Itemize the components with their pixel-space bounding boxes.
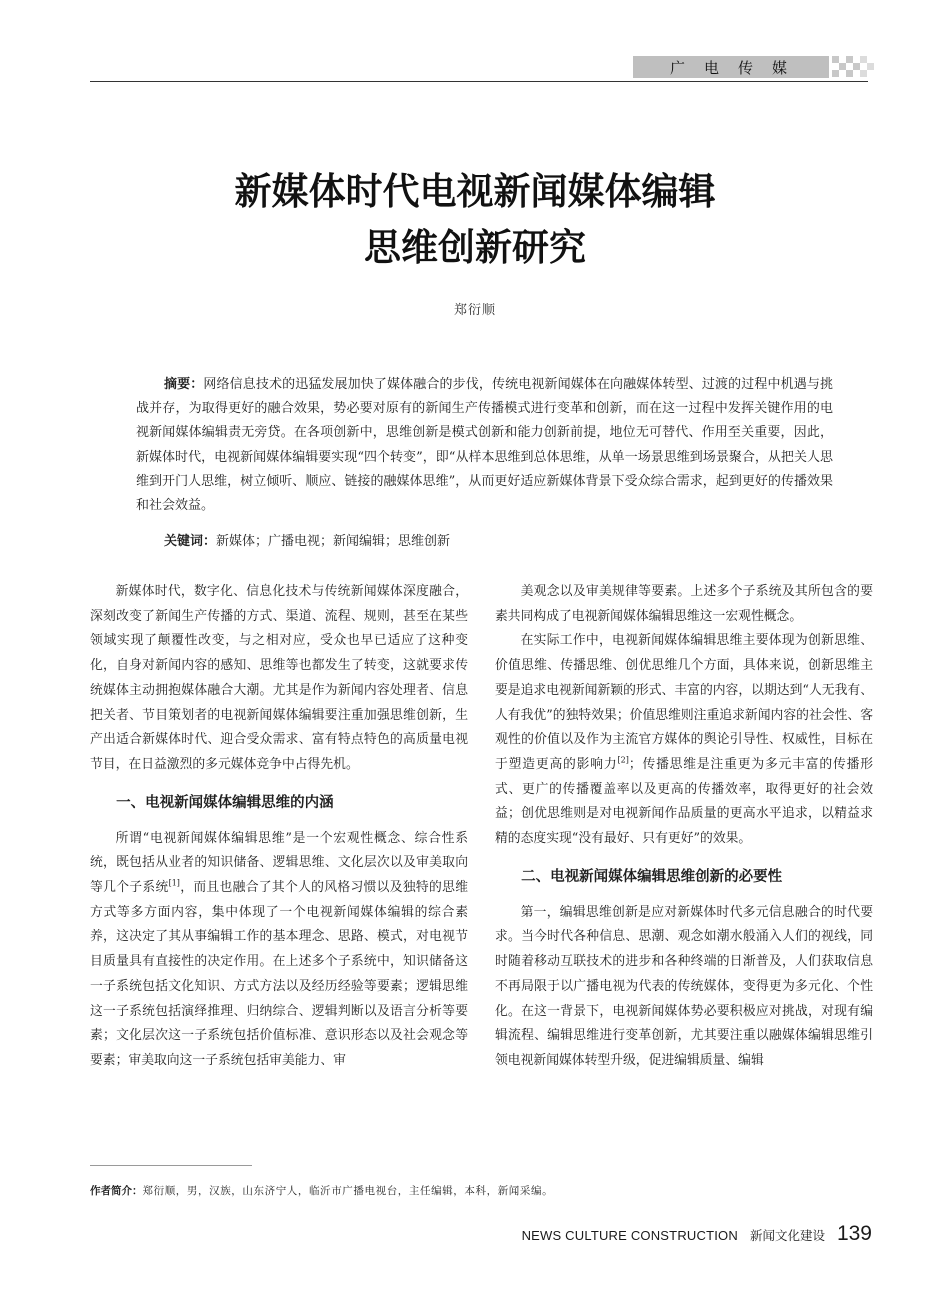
- body-paragraph: [495, 629, 873, 851]
- title-line-1: 新媒体时代电视新闻媒体编辑: [234, 170, 716, 213]
- paragraph-text: 所谓“电视新闻媒体编辑思维”是一个宏观性概念、综合性系统，既包括从业者的知识储备、逻辑思维、文化层次以及审美取向等几个子系统: [90, 830, 468, 896]
- footnote-rule: [90, 1165, 252, 1166]
- body-paragraph: 新媒体时代，数字化、信息化技术与传统新闻媒体深度融合，深刻改变了新闻生产传播的方式、渠道、流程、规则，甚至在某些领域实现了颠覆性改变，与之相对应，受众也早已适应了这种变化，自身对新闻内容的感知、思维等也都发生了转变，这就要求传统媒体主动拥抱媒体融合大潮。尤其是作为新闻内容处理者、信息把关者、节目策划者的电视新闻媒体编辑要注重加强思维创新，生产出适合新媒体时代、迎合受众需求、富有特点特色的高质量电视节目，在日益激烈的多元媒体竞争中占得先机。: [90, 584, 468, 772]
- keywords-text: 新媒体；广播电视；新闻编辑；思维创新: [216, 534, 451, 549]
- section-heading-1: 一、电视新闻媒体编辑思维的内涵: [116, 794, 334, 811]
- keywords: [164, 530, 450, 549]
- keywords-label: 关键词：: [164, 534, 217, 549]
- body-column-right: [495, 580, 873, 1074]
- citation-mark: [2]: [617, 755, 629, 765]
- abstract-text: 网络信息技术的迅猛发展加快了媒体融合的步伐，传统电视新闻媒体在向融媒体转型、过渡的过程中机遇与挑战并存，为取得更好的融合效果，势必要对原有的新闻生产传播模式进行变革和创新，而在这一过程中发挥关键作用的电视新闻媒体编辑责无旁贷。在各项创新中，思维创新是模式创新和能力创新前提，地位无可替代、作用至关重要，因此，新媒体时代，电视新闻媒体编辑要实现“四个转变”，即“从样本思维到总体思维，从单一场景思维到场景聚合，从把关人思维到开门人思维，树立倾听、顺应、链接的融媒体思维”，从而更好适应新媒体背景下受众综合需求，起到更好的传播效果和社会效益。: [136, 377, 833, 514]
- abstract: [136, 373, 833, 518]
- checker-ornament: [832, 56, 874, 78]
- article-author: 郑衍顺: [453, 303, 496, 318]
- author-footnote: [90, 1183, 553, 1198]
- section-heading-2: 二、电视新闻媒体编辑思维创新的必要性: [521, 868, 783, 885]
- header-rule: [90, 81, 868, 82]
- title-line-2: 思维创新研究: [364, 226, 586, 269]
- body-column-left: [90, 580, 468, 1074]
- paragraph-text: ；传播思维是注重更为多元丰富的传播形式、更广的传播覆盖率以及更高的传播效率，取得更好的社会效益；创优思维则是对电视新闻作品质量的更高水平追求，以精益求精的态度实现“没有最好、只有更好”的效果。: [495, 756, 874, 847]
- journal-name-cn: 新闻文化建设: [749, 1228, 825, 1243]
- citation-mark: [1]: [168, 878, 180, 888]
- page-number: 139: [836, 1222, 872, 1245]
- section-label: 广电传媒: [633, 56, 829, 78]
- footnote-text: 郑衍顺，男，汉族，山东济宁人，临沂市广播电视台，主任编辑，本科，新闻采编。: [142, 1185, 554, 1197]
- body-paragraph: [90, 827, 468, 1074]
- paragraph-text: ，而且也融合了其个人的风格习惯以及独特的思维方式等多方面内容，集中体现了一个电视新闻媒体编辑的综合素养，这决定了其从事编辑工作的基本理念、思路、模式，对电视节目质量具有直接性的决定作用。在上述多个子系统中，知识储备这一子系统包括文化知识、方式方法以及经历经验等要素；逻辑思维这一子系统包括演绎推理、归纳综合、逻辑判断以及语言分析等要素；文化层次这一子系统包括价值标准、意识形态以及社会观念等要素；审美取向这一子系统包括审美能力、审: [90, 880, 469, 1068]
- body-paragraph: 第一，编辑思维创新是应对新媒体时代多元信息融合的时代要求。当今时代各种信息、思潮、观念如潮水般涌入人们的视线，同时随着移动互联技术的进步和各种终端的日渐普及，人们获取信息不再局限于以广播电视为代表的传统媒体，变得更为多元化、个性化。在这一背景下，电视新闻媒体势必要积极应对挑战，对现有编辑流程、编辑思维进行变革创新，尤其要注重以融媒体编辑思维引领电视新闻媒体转型升级，促进编辑质量、编辑: [495, 904, 873, 1068]
- abstract-label: 摘要：: [164, 377, 204, 392]
- article-title: [60, 164, 890, 276]
- body-paragraph: 美观念以及审美规律等要素。上述多个子系统及其所包含的要素共同构成了电视新闻媒体编辑思维这一宏观性概念。: [495, 584, 873, 624]
- journal-name-en: NEWS CULTURE CONSTRUCTION: [521, 1228, 738, 1243]
- footnote-label: 作者简介：: [90, 1185, 143, 1197]
- paragraph-text: 在实际工作中，电视新闻媒体编辑思维主要体现为创新思维、价值思维、传播思维、创优思维几个方面，具体来说，创新思维主要是追求电视新闻新颖的形式、丰富的内容，以期达到“人无我有、人有我优”的独特效果；价值思维则注重追求新闻内容的社会性、客观性的价值以及作为主流官方媒体的舆论引导性、权威性，目标在于塑造更高的影响力: [495, 633, 873, 772]
- page-footer: [522, 1222, 872, 1246]
